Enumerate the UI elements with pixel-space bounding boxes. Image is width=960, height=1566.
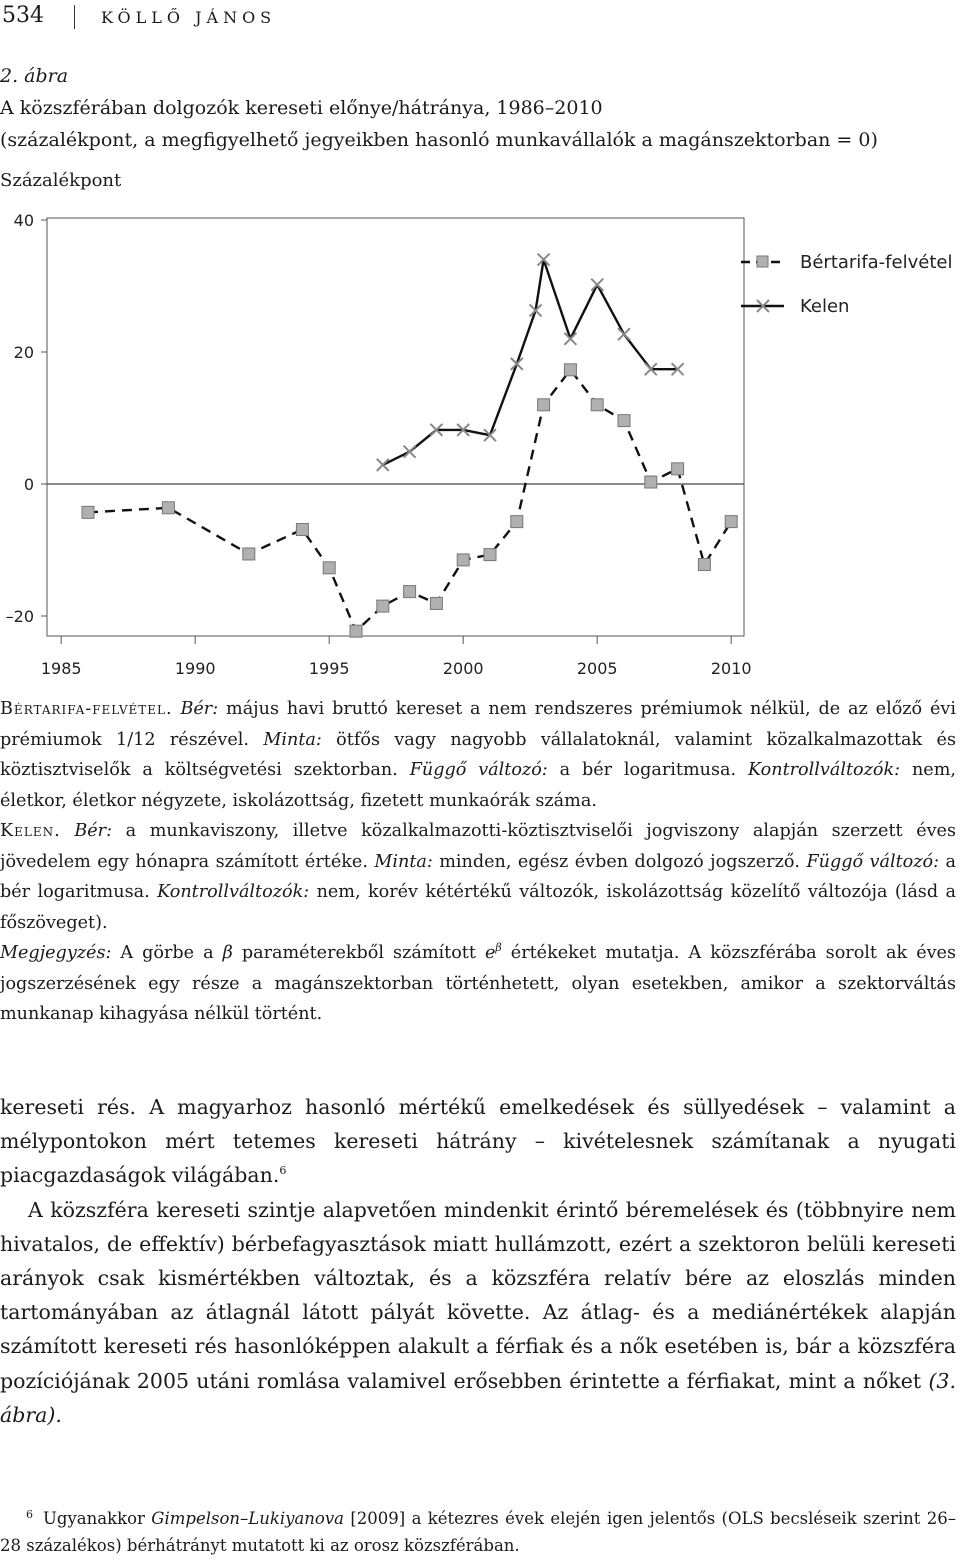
legend-marker-bertarifa <box>757 256 768 267</box>
y-tick-label: 20 <box>13 343 34 362</box>
y-tick-label: 40 <box>13 211 34 230</box>
data-point-kelen <box>591 279 603 291</box>
data-point-bertarifa <box>323 562 335 574</box>
data-point-bertarifa <box>591 399 603 411</box>
series-line-kelen <box>383 260 678 465</box>
data-point-kelen <box>564 333 576 345</box>
legend-label-bertarifa: Bértarifa-felvétel <box>800 252 953 273</box>
data-point-bertarifa <box>672 463 684 475</box>
x-tick-label: 2010 <box>710 659 752 678</box>
note-kelen: Kelen. Bér: a munkaviszony, illetve közalkalmazotti-köztisztviselői jogviszony alapján szerzett éves jövedelem egy hónapra számított értéke. Minta: minden, egész évben dolgozó jogszerző. Függő változó: a bér logaritmusa. Kontrollváltozók: nem, korév kétértékű változók, iskolázottság közelítő változója (lásd a főszöveget). <box>0 821 956 933</box>
data-point-kelen <box>618 328 630 340</box>
data-point-bertarifa <box>296 524 308 536</box>
x-tick-label: 1995 <box>308 659 350 678</box>
data-point-bertarifa <box>243 548 255 560</box>
data-point-kelen <box>377 459 389 471</box>
note-bertarifa-head: Bértarifa-felvétel. <box>0 699 173 719</box>
data-point-bertarifa <box>404 586 416 598</box>
x-tick-label: 1990 <box>174 659 216 678</box>
body-text <box>0 1090 956 1432</box>
running-head: KÖLLŐ JÁNOS <box>101 8 277 27</box>
data-point-bertarifa <box>564 364 576 376</box>
footnote: $^6$ Ugyanakkor Gimpelson–Lukiyanova [2009] a kétezres évek elején igen jelentős (OLS becsléseik szerint 26–28 százalékos) bérhátrányt mutatott ki az orosz közszférában. <box>0 1507 957 1555</box>
footnote-ref: 6 <box>279 1164 287 1178</box>
data-point-bertarifa <box>618 415 630 427</box>
figure-reference: (3. ábra). <box>0 1368 956 1427</box>
y-axis-unit-label: Százalékpont <box>0 170 122 191</box>
data-point-bertarifa <box>645 476 657 488</box>
data-point-bertarifa <box>162 502 174 514</box>
data-point-bertarifa <box>484 549 496 561</box>
data-point-bertarifa <box>82 506 94 518</box>
data-point-bertarifa <box>538 399 550 411</box>
data-point-bertarifa <box>725 516 737 528</box>
data-point-bertarifa <box>377 600 389 612</box>
note-megjegyzes: Megjegyzés: A görbe a β paraméterekből számított $e^\beta$ értékeket mutatja. A közszférába sorolt ak éves jogszerzésének egy része a magánszektorban történhetett, olyan esetekben, amikor a szektorváltás munkanap kihagyása nélkül történt. <box>0 941 956 1024</box>
legend-label-kelen: Kelen <box>800 296 850 317</box>
plot-frame <box>47 218 744 636</box>
x-tick-label: 2005 <box>576 659 618 678</box>
x-tick-label: 1985 <box>40 659 82 678</box>
data-point-bertarifa <box>511 516 523 528</box>
y-tick-label: 0 <box>23 475 34 494</box>
y-tick-label: –20 <box>5 607 34 626</box>
data-point-bertarifa <box>698 559 710 571</box>
page-number: 534 <box>2 3 44 28</box>
data-point-bertarifa <box>457 554 469 566</box>
data-point-kelen <box>404 446 416 458</box>
figure-notes <box>0 694 956 1030</box>
data-point-bertarifa <box>350 625 362 637</box>
body-paragraph-1: kereseti rés. A magyarhoz hasonló mértékű emelkedések és süllyedések – valamint a mélypontokon mért tetemes kereseti hátrány – kivételesnek számítanak a nyugati piacgazdaságok világában.$^6$ <box>0 1095 956 1188</box>
note-kelen-head: Kelen. <box>0 821 61 841</box>
footnote-number: 6 <box>26 1507 33 1521</box>
data-point-bertarifa <box>430 597 442 609</box>
figure-title-line1: A közszférában dolgozók kereseti előnye/hátránya, 1986–2010 <box>0 97 603 119</box>
body-paragraph-2: A közszféra kereseti szintje alapvetően mindenkit érintő béremelések és (többnyire nem hivatalos, de effektív) bérbefagyasztások miatt hullámzott, ezért a szektoron belüli kereseti arányok csak kismértékben változtak, és a közszféra relatív bére az eloszlás minden tartományában az átlagnál látott pályát követte. Az átlag- és a mediánértékek alapján számított kereseti rés hasonlóképpen alakult a férfiak és a nők esetében is, bár a közszféra pozíciójának 2005 utáni romlása valamivel erősebben érintette a férfiakat, mint a nőket (3. ábra). <box>0 1197 956 1427</box>
x-tick-label: 2000 <box>442 659 484 678</box>
note-bertarifa: Bértarifa-felvétel. Bér: május havi bruttó kereset a nem rendszeres prémiumok nélkül, de az előző évi prémiumok 1/12 részével. Minta: ötfős vagy nagyobb vállalatoknál, valamint közalkalmazottak és köztisztviselők a költségvetési szektorban. Függő változó: a bér logaritmusa. Kontrollváltozók: nem, életkor, életkor négyzete, iskolázottság, fizetett munkaórák száma. <box>0 699 956 811</box>
footnote-authors: Gimpelson–Lukiyanova <box>151 1509 345 1528</box>
data-point-kelen <box>511 358 523 370</box>
line-chart <box>0 0 960 690</box>
figure-label: 2. ábra <box>0 65 69 87</box>
figure-title-line2: (százalékpont, a megfigyelhető jegyeikben hasonló munkavállalók a magánszektorban = 0) <box>0 129 878 151</box>
